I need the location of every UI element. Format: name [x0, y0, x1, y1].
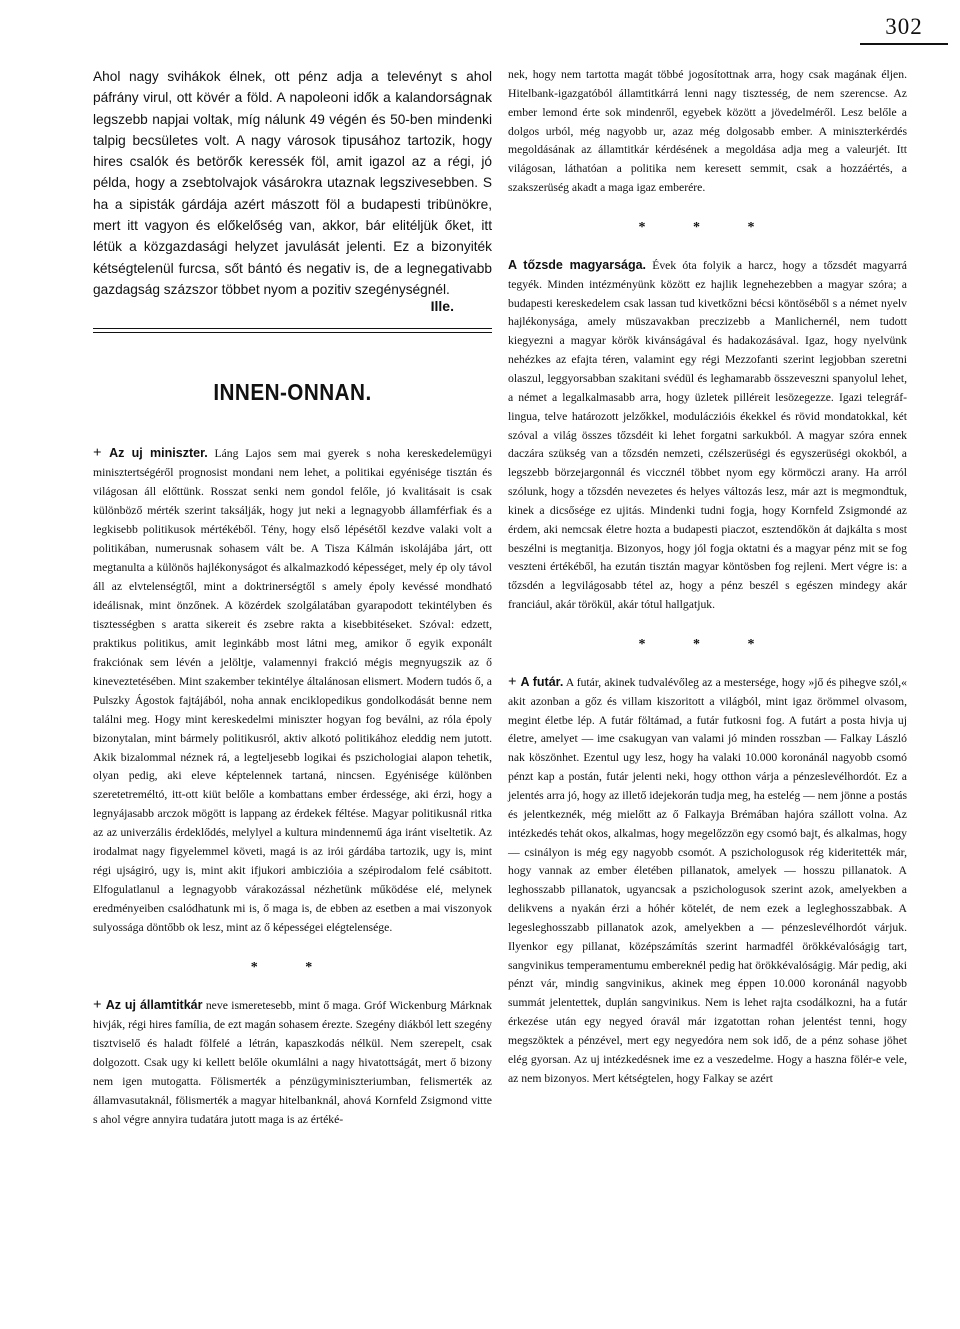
stars-separator: * *: [250, 960, 335, 976]
header-rule: [860, 43, 948, 45]
page-number: 302: [885, 14, 923, 39]
plus-marker-icon: +: [93, 445, 110, 462]
article-heading: Az uj miniszter.: [109, 446, 208, 461]
article-courier: [508, 673, 907, 1089]
stars-separator: * * *: [638, 636, 777, 652]
left-column: [93, 66, 492, 1130]
article-heading: A tőzsde magyarsága.: [508, 257, 647, 272]
article-body: neve ismeretesebb, mint ő maga. Gróf Wickenburg Márknak hivják, régi hires família, de ezt magán sohasem érezte. Szegény diákból lett szegény tisztviselő és haladt fölfelé a létrán, kapaszkodás nélkül. Nem szerepelt, csak dolgozott. Csak ugy ki kellett belőle okumlálni a nagy hivatottságát, mert ő bizony nem igen mutogatta. Fölismerték a pénzügyminiszteriumban, felismerték az államvasutaknál, fölismerték a magyar hitelbanknál, ahová Kornfeld Zsigmond vitte s ahol végre annyira tudatára jutott maga is az értéké-: [93, 999, 492, 1126]
stars-separator: * * *: [638, 219, 777, 235]
continuation-paragraph: nek, hogy nem tartotta magát többé jogosítottnak arra, hogy csak magának éljen. Hitelbank-igazgatóból államtitkárrá lenni nagy tisztesség, de nem szerencse. Az ember lemond érte sok mindenről, egyebek között a jövedelméről. Lesz belőle a dolgos urból, még nagyobb ur, azaz még dolgosabb ember. A miniszterkérdés megoldásának az államtitkár kérdésének a megoldása adja meg a valeurjét. Itt világosan, láthatóan a politika nem keresett semmit, csak a hozzáértés, a szakszerüség akadt a maga igaz emberére.: [508, 68, 907, 195]
article-body: Évek óta folyik a harcz, hogy a tőzsdét magyarrá tegyék. Minden intézményünk között ez hajlik legnehezebben a magyar szóra; a budapesti kereskedelem csak lassan tud kivetkőzni bécsi köntöséből s a német nyelv hajlékonysága, amely müszavakban preczizebb a Manlichernél, nem tudott kiegyezni a magyar körök kivánságával és hadakozásával. Igaz, hogy nyelvünk nehézkes az efajta téren, valamint egy régi Mezzofanti szerint legjobban szeretni olaszul, leggyorsabban szakitani svédül és leghamarabb összeveszni spanyolul lehet, a német a legalkalmasabb arra, hogy üzletek pilléreit lesözegezze. Igazi telegráf-lingua, telve határozott jelzőkkel, moduláczióis ékekkel és rövid mondatokkal, két szóval a világ összes tőzsdéit ki lehet forgatni sarkukból. A magyar szóra ennek daczára szükség van a tőzsdén nemzeti, czélszerüségi és egyszerüségi okokból, a legszebb börzejargonnál és viccznél többet nyom egy körmöczi arany. Ha arról szólunk, hogy a tőzsdén nevezetes és helyes változás lesz, már azt is megmondtuk, kinek a dicsősége ez ujitás. Mindenki tudni fogja, hogy Kornfeld Zsigmondé az érdem, aki nemcsak életre hozta a budapesti piaczot, esztendőkön át dajkálta s most beszélni is megtanitja. Bizonyos, hogy jól fogja oktatni és a magyar pénz mit se fog veszteni értékéből, ha ezután tisztán magyar köntösben fog rejleni. Mert végre is: a tőzsdén a legvilágosabb tétel az, hogy a pénz beszél s egészen mindegy akár franciául, akár törökül, akár tótul hallgatjuk.: [508, 258, 907, 612]
article-stock-exchange: [508, 256, 907, 615]
right-column: [508, 66, 907, 1089]
section-title: INNEN-ONNAN.: [213, 379, 372, 406]
article-heading: A futár.: [520, 674, 564, 689]
plus-marker-icon: +: [508, 673, 521, 690]
article-body: A futár, akinek tudvalévőleg az a mestersége, hogy »jő és pihegve szól,« akit azonban a gőz és villam kiszoritott a világból, mint igaz örömmel olvasom, megint életbe lép. A futár föltámad, a futár futkosni fog. A futárt a posta hivja uj életre, amelyet — ime csakugyan van valami jó minden rosszban — Falkay László nak köszönhet. Ezentul ugy lesz, hogy ha valaki 10.000 koronánál nagyobb csomó pénzt kap a postán, futár jelenti neki, hogy otthon várja a pénzeslevélhordót. Ez a jelentés arra jó, hogy az illető idejekorán tudja meg, ha estelég — nem jönne a postás és jelentkeznék, még mielőtt az ő Falkayja Brémában hajóra szállott volna. Az intézkedés tehát okos, alkalmas, hogy megelőzzön egy csomó bajt, és alkalmas, hogy — csinályon is még egy nagyobb csomót. A pszichologusok rég kideritették már, hogy vannak az ember életében pillanatok, amelyek — hosszu pillanatok. A leghosszabb pillanatok, ugyancsak a pszichologusok szerint azok, amelyekben a delikvens a nyakán érzi a hóhér kötelét, de nem ezek a legleghosszabbak. A legesleghosszabb pillanatok azok, amelyekben a — pénzeslevélhordót várjuk. Ilyenkor egy pillanat, középszámítás szerint harmadfél örökkévalóságig tart, sangvinikus temperamentumu embereknél pedig hat örökkévalóságig. Már pedig, aki pénzt vár, mindig sangvinikus, akinek meg éppen 10.000 koronánál nagyobb summát jelentettek, duplán sangvinikus. Nem is lehet rajta csodálkozni, ha a futár érkezése után egy negyed óravál már izgatottan rohan jelentést tenni, hogy megszöktek a pénzével, mert egy negyedóra nem sok idő, de a pénz sohase jöhet elég gyorsan. Az uj intézkedésnek ime ez a veszedelme. Hogy a haszna fölér-e vele, az nem bizonyos. Mert kétségtelen, hogy Falkay se azért: [508, 675, 907, 1085]
article-heading: Az uj államtitkár: [105, 998, 203, 1013]
section-divider: [93, 328, 492, 333]
plus-marker-icon: +: [93, 997, 106, 1014]
article-body: Láng Lajos sem mai gyerek s noha kereskedelemügyi minisztertségéről prognosist mondani nem lehet, a politikai egyénisége tisztán és világosan áll előttünk. Rosszat senki nem gondol felőle, jó kvalitásait is csak különböző mérték szerint taksálják, hogy jut neki a legnagyobb államférfiak és a legkisebb politikusok mértékéből. Tény, hogy első lépésétől kezdve valaki volt a politikában, numerusnak sohasem vált be. A Tisza Kálmán iskolájába járt, ott megtanulta a különös hajlékonyságot és alkalmazkodó képességet, mely ép oly távol áll az elvtelenségtől, mint a doktrinerségtől s amely époly kevéssé mondható ideálisnak, mint önzőnek. A közérdek szolgálatában gyarapodott tekintélyben és tisztességben s aratta sikereit és zsebre rakta a kisebbitéseket. Szóval: edzett, praktikus politikus, amit leginkább most látni meg, amikor ő egyik exponált frakciónak sem lévén a jelöltje, valamennyi frakció mégis megnyugszik az ő kineveztetésében. Mint szakember tekintélye általánosan elismert. Modern tudós ő, a Pulszky Ágostok fajtájából, noha annak enciklopedikus gondolkodását benne nem találni meg. Hogy mint kereskedelmi miniszter hogyan fog beválni, az róla époly bizonytalan, mint bármely politikusról, aktiv alkotó politikához eleddig nem jutott. Akik bizalommal néznek rá, a legteljesebb logikai és pszichologiai alapon tehetik, olyan pedig, aki eleve képtelennek tartaná, nincsen. Egyénisége különben szeretetreméltó, itt-ott kiüt belőle a kombattans ember érdessége, aki érzi, hogy a legnyájasabb arczok mögött is lappang az érdekek féltése. Magyar politikusnál ritka az az univerzális érdeklődés, melylyel a kultura mindennemű ága iránt viseltetik. Az irodalmat nagy figyelemmel követi, magá is az irói gárdába tartozik, ugy is, mint régi ujságiró, ugy is, mint akit ifjukori ambiczióia a szépirodalom felé csábitott. Elfogulatlanul a legnagyobb várakozással nézhetünk működése elé, melynek eredményeiben csalódhatunk mi is, ő maga is, de ebben az esetben a mai viszonyok sulyossága döntőbb ok lesz, mint az ő képességei elégtelensége.: [93, 447, 492, 935]
author-signature: Ille.: [430, 298, 454, 315]
article-state-secretary: [93, 996, 492, 1130]
intro-paragraph: Ahol nagy svihákok élnek, ott pénz adja a televényt s ahol páfrány virul, ott kövér a föld. A napoleoni idők a kalandorságnak legszebb napjai voltak, míg nálunk 49 végén és 50-ben mindenki talpig becsületes volt. A nagy városok tipusához tartozik, hogy hires csalók és betörők keressék föl, amit igazol az a régi, jó példa, hogy a zsebtolvajok vásárokra utaznak legszivesebben. S ha a sipisták gárdája azért mászott föl a budapesti tribünökre, mert itt vagyon és előkelőség van, akkor, bár elitéljük őket, itt létük a közgazdasági helyzet javulását jelenti. Ez a bizonyiték kétségtelenül furcsa, sőt bántó és negativ is, de a legnegativabb gazdagság százszor többet nyom a pozitiv szegénységnél.: [93, 69, 492, 297]
article-new-minister: [93, 444, 492, 938]
